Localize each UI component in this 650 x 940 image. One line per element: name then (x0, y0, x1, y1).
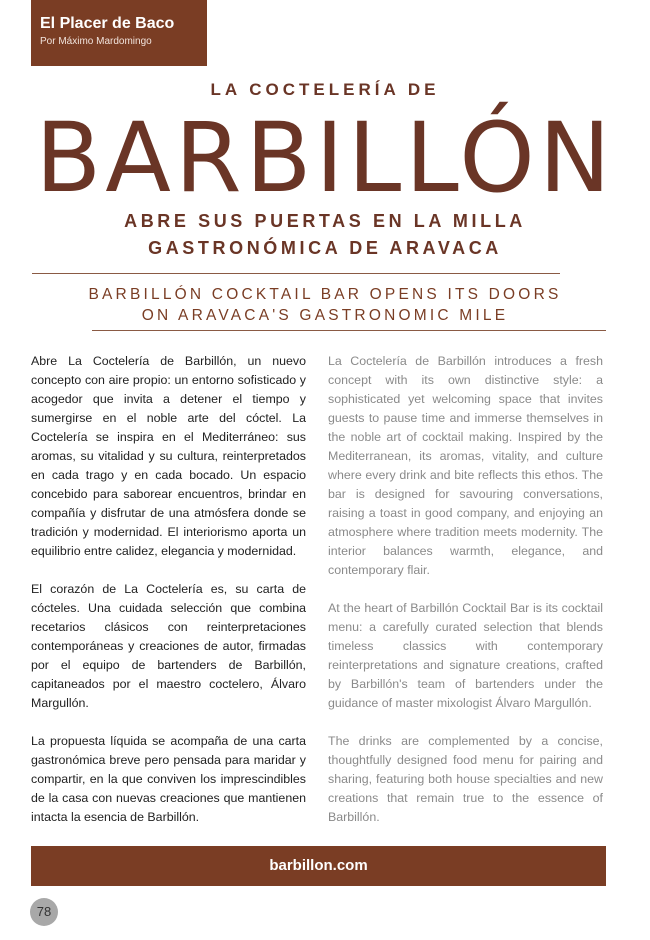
english-column (328, 352, 603, 846)
english-paragraph-3: The drinks are complemented by a concise, thoughtfully designed food menu for pairing and sharing, featuring both house specialties and new creations that remain true to the essence of Barbillón. (328, 734, 603, 824)
english-headline-line-1: BARBILLÓN COCKTAIL BAR OPENS ITS DOORS (88, 286, 562, 303)
subtitle-line-2: GASTRONÓMICA DE ARAVACA (148, 238, 502, 258)
website-link[interactable]: barbillon.com (269, 857, 368, 874)
headline-subtitle (0, 208, 650, 262)
section-name: El Placer de Baco (40, 15, 175, 32)
spanish-paragraph-3: La propuesta líquida se acompaña de una carta gastronómica breve pero pensada para maridar y compartir, en la que conviven los imprescindibles de la casa con nuevas creaciones que mantienen intacta la esencia de Barbillón. (31, 734, 306, 824)
english-paragraph-2: At the heart of Barbillón Cocktail Bar is its cocktail menu: a carefully curated selection that blends timeless classics with contemporary reinterpretations and signature creations, crafted by Barbillón's team of bartenders under the guidance of master mixologist Álvaro Margullón. (328, 601, 603, 710)
spanish-paragraph-2: El corazón de La Coctelería es, su carta de cócteles. Una cuidada selección que combina recetarios clásicos con reinterpretaciones contemporáneas y creaciones de autor, firmadas por el equipo de bartenders de Barbillón, capitaneados por el maestro coctelero, Álvaro Margullón. (31, 582, 306, 710)
spanish-paragraph-1: Abre La Coctelería de Barbillón, un nuevo concepto con aire propio: un entorno sofisticado y acogedor que invita a detener el tiempo y sumergirse en el noble arte del cóctel. La Coctelería se inspira en el Mediterráneo: sus aromas, su vitalidad y su cultura, reinterpretados en cada trago y en cada bocado. Un espacio concebido para saborear encuentros, brindar en compañía y disfrutar de una atmósfera donde se tradición y modernidad. El interiorismo aporta un equilibrio entre calidez, elegancia y modernidad. (31, 354, 306, 558)
brand-title: BARBILLÓN (35, 102, 615, 214)
subtitle-line-1: ABRE SUS PUERTAS EN LA MILLA (124, 211, 526, 231)
section-tag (31, 0, 207, 66)
byline: Por Máximo Mardomingo (40, 36, 152, 47)
english-paragraph-1: La Coctelería de Barbillón introduces a fresh concept with its own distinctive style: a sophisticated yet welcoming space that invites guests to pause time and immerse themselves in the noble art of cocktail making. Inspired by the Mediterranean, its aromas, vitality, and culture where every drink and bite reflects this ethos. The bar is designed for savouring conversations, raising a toast in good company, and enjoying an atmosphere where tradition meets modernity. The interior balances warmth, elegance, and contemporary flair. (328, 354, 603, 577)
english-headline (0, 284, 650, 326)
english-headline-line-2: ON ARAVACA'S GASTRONOMIC MILE (141, 307, 509, 324)
spanish-column (31, 352, 306, 846)
website-banner[interactable] (31, 846, 606, 886)
divider-bottom (92, 330, 606, 331)
page-number: 78 (30, 898, 58, 926)
divider-top (32, 273, 560, 274)
headline-kicker: LA COCTELERÍA DE (210, 80, 440, 99)
